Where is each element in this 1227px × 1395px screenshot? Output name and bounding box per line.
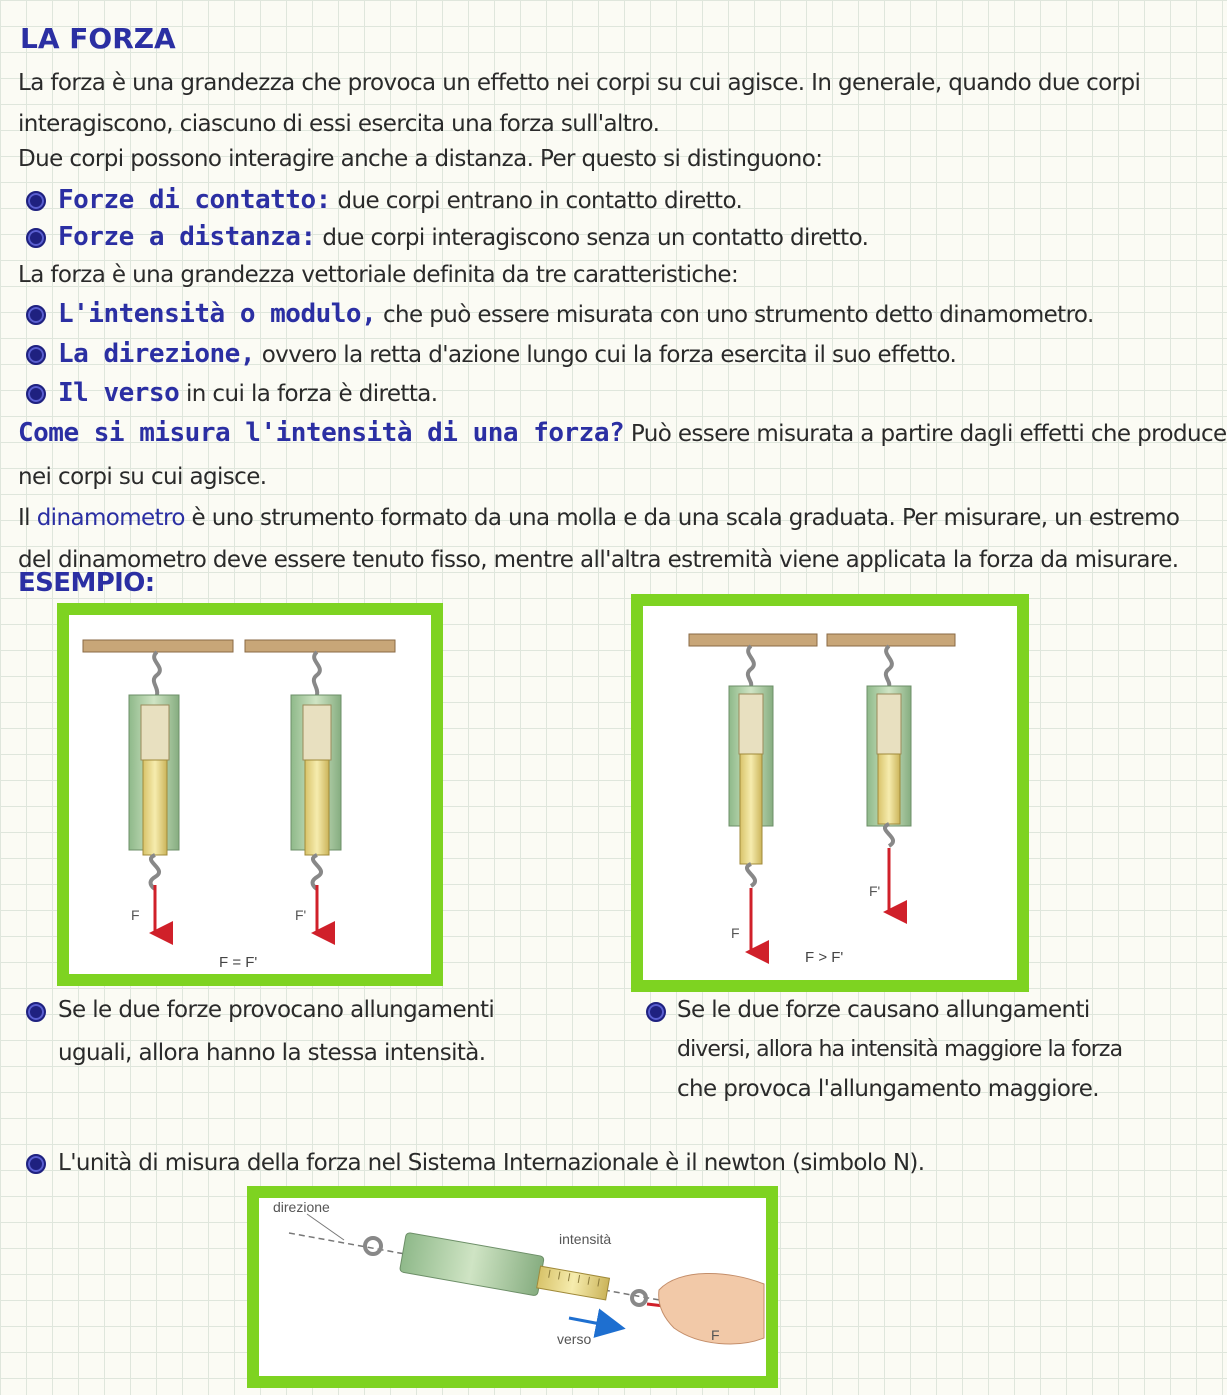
verse-arrow: [569, 1318, 611, 1326]
dynamometer-word: dinamometro: [36, 505, 185, 531]
feature-intensity: [58, 299, 1094, 329]
hook-icon: [632, 1291, 646, 1305]
page-title: LA FORZA: [20, 22, 176, 55]
bullet-icon: [646, 1002, 666, 1022]
measure-answer-2: nei corpi su cui agisce.: [18, 464, 267, 490]
unit-note: L'unità di misura della forza nel Sistema Internazionale è il newton (simbolo N).: [58, 1150, 925, 1176]
measure-question-line: [18, 418, 1227, 448]
dynamometer-short: [867, 646, 911, 912]
dynamometer-line-2: del dinamometro deve essere tenuto fisso, mentre all'altra estremità viene applicata la forza da misurare.: [18, 547, 1179, 573]
feature-verse-text: in cui la forza è diretta.: [179, 381, 438, 407]
dynamometer-long: [729, 646, 773, 952]
feature-intensity-term: L'intensità o modulo,: [58, 299, 377, 329]
verse-label: verso: [557, 1331, 592, 1347]
note-right-line-2: diversi, allora ha intensità maggiore la forza: [677, 1037, 1123, 1062]
example-label: ESEMPIO:: [18, 568, 155, 598]
force-label-f: F: [731, 925, 740, 941]
type-contact: [58, 185, 742, 215]
feature-verse-term: Il verso: [58, 378, 180, 408]
dynamometer-line-1: [18, 505, 1179, 531]
bullet-icon: [26, 228, 46, 248]
support-beam: [83, 640, 233, 652]
force-label-f: F: [711, 1327, 720, 1343]
type-distance-text: due corpi interagiscono senza un contatto diretto.: [315, 225, 869, 251]
dyn-pre: Il: [18, 505, 37, 531]
note-left-line-2: uguali, allora hanno la stessa intensità.: [58, 1040, 486, 1066]
note-right-line-1: Se le due forze causano allungamenti: [677, 997, 1090, 1023]
measure-question: Come si misura l'intensità di una forza?: [18, 418, 625, 448]
type-contact-text: due corpi entrano in contatto diretto.: [330, 188, 743, 214]
figure-force-characteristics: [247, 1186, 778, 1388]
support-beam: [245, 640, 395, 652]
dynamometers-equal-svg: [69, 615, 431, 974]
note-right-line-3: che provoca l'allungamento maggiore.: [677, 1076, 1099, 1102]
figure-equal-forces: [57, 603, 443, 986]
feature-verse: [58, 378, 437, 408]
feature-direction-term: La direzione,: [58, 339, 255, 369]
feature-direction-text: ovvero la retta d'azione lungo cui la forza esercita il suo effetto.: [255, 342, 957, 368]
dyn-text: è uno strumento formato da una molla e da una scala graduata. Per misurare, un estremo: [184, 505, 1180, 531]
type-distance: [58, 222, 868, 252]
dynamometers-different-svg: [643, 606, 1017, 980]
force-label-f-prime: F': [869, 883, 881, 899]
measure-answer-1: Può essere misurata a partire dagli effetti che produce: [624, 421, 1227, 447]
bullet-icon: [26, 305, 46, 325]
dynamometer-2: [291, 652, 341, 933]
intro-line-3: Due corpi possono interagire anche a distanza. Per questo si distinguono:: [18, 146, 823, 172]
support-beam: [827, 634, 955, 646]
vector-intro: La forza è una grandezza vettoriale definita da tre caratteristiche:: [18, 262, 739, 288]
type-contact-term: Forze di contatto:: [58, 185, 331, 215]
ring-icon: [365, 1238, 381, 1254]
intro-line-2: interagiscono, ciascuno di essi esercita una forza sull'altro.: [18, 111, 660, 137]
support-beam: [689, 634, 817, 646]
bullet-icon: [26, 1154, 46, 1174]
bullet-icon: [26, 1002, 46, 1022]
force-characteristics-svg: [259, 1198, 766, 1376]
note-left-line-1: Se le due forze provocano allungamenti: [58, 997, 495, 1023]
intensity-label: intensità: [559, 1231, 612, 1247]
force-label-f: F: [131, 907, 140, 923]
feature-direction: [58, 339, 956, 369]
dynamometer-1: [129, 652, 179, 933]
figure-caption: F = F': [219, 954, 258, 971]
feature-intensity-text: che può essere misurata con uno strumento detto dinamometro.: [376, 302, 1094, 328]
direction-pointer: [307, 1214, 344, 1240]
type-distance-term: Forze a distanza:: [58, 222, 316, 252]
force-label-f-prime: F': [295, 907, 307, 923]
figure-different-forces: [631, 594, 1029, 992]
bullet-icon: [26, 191, 46, 211]
intro-line-1: La forza è una grandezza che provoca un effetto nei corpi su cui agisce. In generale, quando due corpi: [18, 70, 1141, 96]
direction-label: direzione: [273, 1199, 330, 1215]
bullet-icon: [26, 345, 46, 365]
figure-caption: F > F': [805, 949, 844, 966]
bullet-icon: [26, 384, 46, 404]
